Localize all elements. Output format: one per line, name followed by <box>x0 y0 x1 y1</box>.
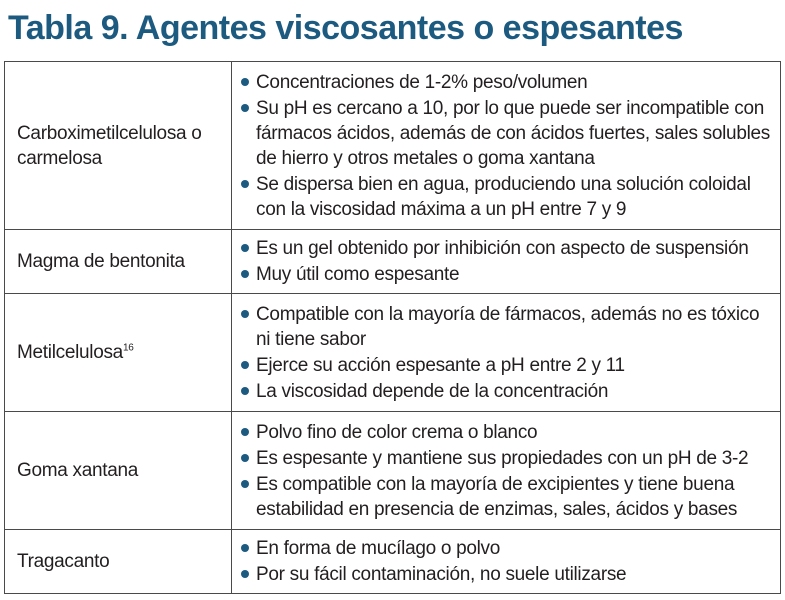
properties-list <box>240 420 774 522</box>
bullet-icon <box>241 428 249 436</box>
list-item <box>240 536 774 561</box>
agent-name: Metilcelulosa <box>17 342 123 363</box>
bullet-icon <box>241 180 249 188</box>
table-row <box>5 230 781 294</box>
properties-list <box>240 236 774 287</box>
property-text: Compatible con la mayoría de fármacos, además no es tóxico ni tiene sabor <box>256 303 760 350</box>
property-text: Su pH es cercano a 10, por lo que puede ser incompatible con fármacos ácidos, además de con ácidos fuertes, sales solubles de hierro y otros metales o goma xantana <box>256 97 770 169</box>
agent-name-cell <box>5 294 232 412</box>
agent-name: Goma xantana <box>17 460 139 481</box>
property-text: Es espesante y mantiene sus propiedades con un pH de 3-2 <box>256 447 749 469</box>
property-text: Es compatible con la mayoría de excipientes y tiene buena estabilidad en presencia de enzimas, sales, ácidos y bases <box>256 473 738 520</box>
list-item <box>240 353 774 378</box>
bullet-icon <box>241 387 249 395</box>
agent-name: Tragacanto <box>17 551 110 572</box>
properties-list <box>240 536 774 587</box>
property-text: Concentraciones de 1-2% peso/volumen <box>256 71 588 93</box>
property-text: Ejerce su acción espesante a pH entre 2 y 11 <box>256 354 625 376</box>
agent-name-cell <box>5 412 232 530</box>
property-text: Por su fácil contaminación, no suele utilizarse <box>256 564 627 585</box>
properties-cell <box>232 294 781 412</box>
list-item <box>240 172 774 222</box>
property-text: La viscosidad depende de la concentración <box>256 380 609 402</box>
agent-name-cell <box>5 62 232 230</box>
list-item <box>240 236 774 261</box>
list-item <box>240 379 774 404</box>
list-item <box>240 302 774 352</box>
reference-superscript: 16 <box>122 342 134 354</box>
bullet-icon <box>241 244 249 252</box>
bullet-icon <box>241 454 249 462</box>
bullet-icon <box>241 270 249 278</box>
excipients-table <box>4 61 781 594</box>
properties-list <box>240 302 774 404</box>
properties-cell <box>232 412 781 530</box>
property-text: Muy útil como espesante <box>256 264 460 285</box>
table-title: Tabla 9. Agentes viscosantes o espesantes <box>8 9 683 47</box>
properties-list <box>240 70 774 222</box>
property-text: Polvo fino de color crema o blanco <box>256 421 538 443</box>
list-item <box>240 262 774 287</box>
bullet-icon <box>241 480 249 488</box>
list-item <box>240 446 774 471</box>
list-item <box>240 96 774 171</box>
agent-name: Magma de bentonita <box>17 251 185 272</box>
table-row <box>5 412 781 530</box>
bullet-icon <box>241 104 249 112</box>
bullet-icon <box>241 544 249 552</box>
property-text: Es un gel obtenido por inhibición con aspecto de suspensión <box>256 238 749 259</box>
properties-cell <box>232 62 781 230</box>
table-row <box>5 294 781 412</box>
properties-cell <box>232 530 781 594</box>
agent-name-cell <box>5 530 232 594</box>
bullet-icon <box>241 361 249 369</box>
properties-cell <box>232 230 781 294</box>
list-item <box>240 70 774 95</box>
bullet-icon <box>241 310 249 318</box>
bullet-icon <box>241 570 249 578</box>
agent-name: Carboximetilcelulosa o carmelosa <box>17 122 202 169</box>
list-item <box>240 562 774 587</box>
agent-name-cell <box>5 230 232 294</box>
table-row <box>5 530 781 594</box>
property-text: Se dispersa bien en agua, produciendo una solución coloidal con la viscosidad máxima a un pH entre 7 y 9 <box>256 173 751 220</box>
property-text: En forma de mucílago o polvo <box>256 538 501 559</box>
list-item <box>240 472 774 522</box>
table-row <box>5 62 781 230</box>
list-item <box>240 420 774 445</box>
bullet-icon <box>241 78 249 86</box>
